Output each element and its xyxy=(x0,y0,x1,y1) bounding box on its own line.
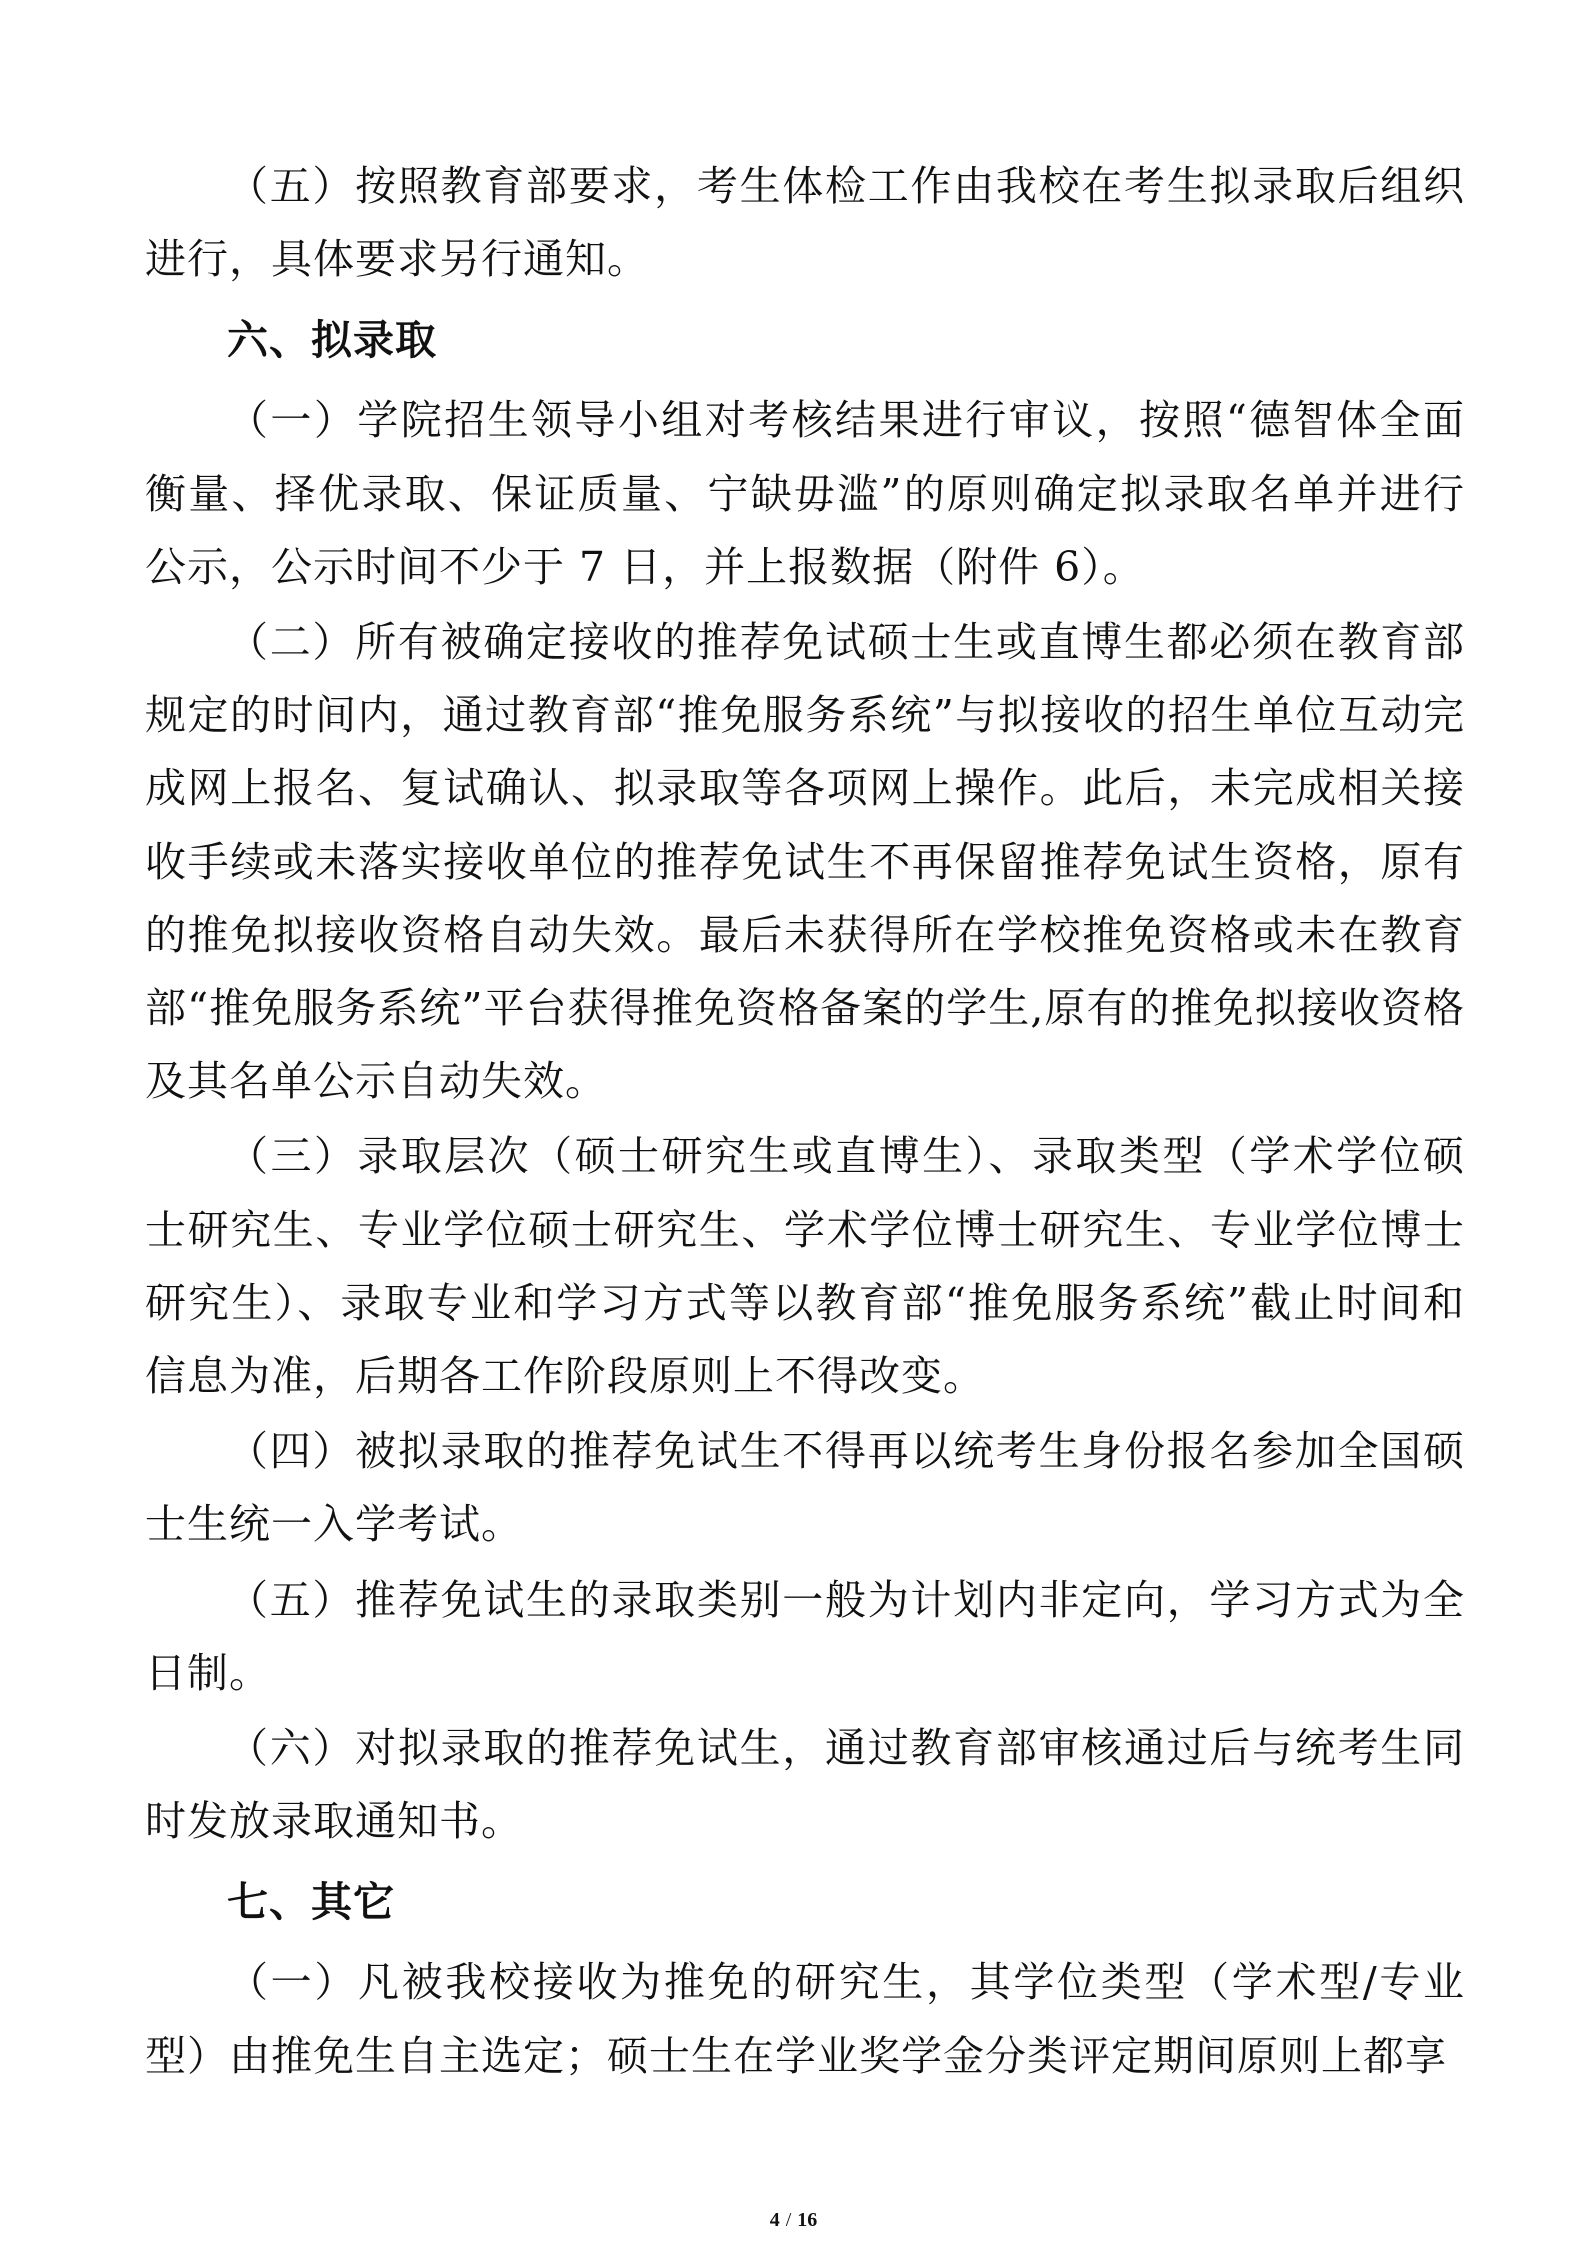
section-heading-admission: 六、拟录取 xyxy=(227,316,437,365)
section-heading-other: 七、其它 xyxy=(227,1878,395,1927)
page-separator: / xyxy=(785,2209,792,2231)
document-body xyxy=(145,150,1465,2095)
paragraph-degree-type: （一）凡被我校接收为推免的研究生，其学位类型（学术型/专业型）由推免生自主选定；硕士生在学业奖学金分类评定期间原则上都享 xyxy=(145,1958,1465,2080)
paragraph-admission-category: （五）推荐免试生的录取类别一般为计划内非定向，学习方式为全日制。 xyxy=(145,1575,1465,1697)
total-pages-number: 16 xyxy=(797,2209,818,2231)
paragraph-no-unified-exam: （四）被拟录取的推荐免试生不得再以统考生身份报名参加全国硕士生统一入学考试。 xyxy=(145,1427,1465,1549)
page-number xyxy=(0,2208,1587,2232)
paragraph-admission-level: （三）录取层次（硕士研究生或直博生）、录取类型（学术学位硕士研究生、专业学位硕士研究生、学术学位博士研究生、专业学位博士研究生）、录取专业和学习方式等以教育部“推免服务系统”截止时间和信息为准，后期各工作阶段原则上不得改变。 xyxy=(145,1132,1465,1401)
paragraph-physical-exam: （五）按照教育部要求，考生体检工作由我校在考生拟录取后组织进行，具体要求另行通知。 xyxy=(145,162,1465,284)
paragraph-review-publicity: （一）学院招生领导小组对考核结果进行审议，按照“德智体全面衡量、择优录取、保证质量、宁缺毋滥”的原则确定拟录取名单并进行公示，公示时间不少于 7 日，并上报数据（附件 6）。 xyxy=(145,396,1465,591)
paragraph-recommendation-system: （二）所有被确定接收的推荐免试硕士生或直博生都必须在教育部规定的时间内，通过教育部“推免服务系统”与拟接收的招生单位互动完成网上报名、复试确认、拟录取等各项网上操作。此后，未完成相关接收手续或未落实接收单位的推荐免试生不再保留推荐免试生资格，原有的推免拟接收资格自动失效。最后未获得所在学校推免资格或未在教育部“推免服务系统”平台获得推免资格备案的学生,原有的推免拟接收资格及其名单公示自动失效。 xyxy=(145,618,1465,1106)
current-page-number: 4 xyxy=(769,2209,780,2231)
paragraph-admission-notice: （六）对拟录取的推荐免试生，通过教育部审核通过后与统考生同时发放录取通知书。 xyxy=(145,1724,1465,1846)
